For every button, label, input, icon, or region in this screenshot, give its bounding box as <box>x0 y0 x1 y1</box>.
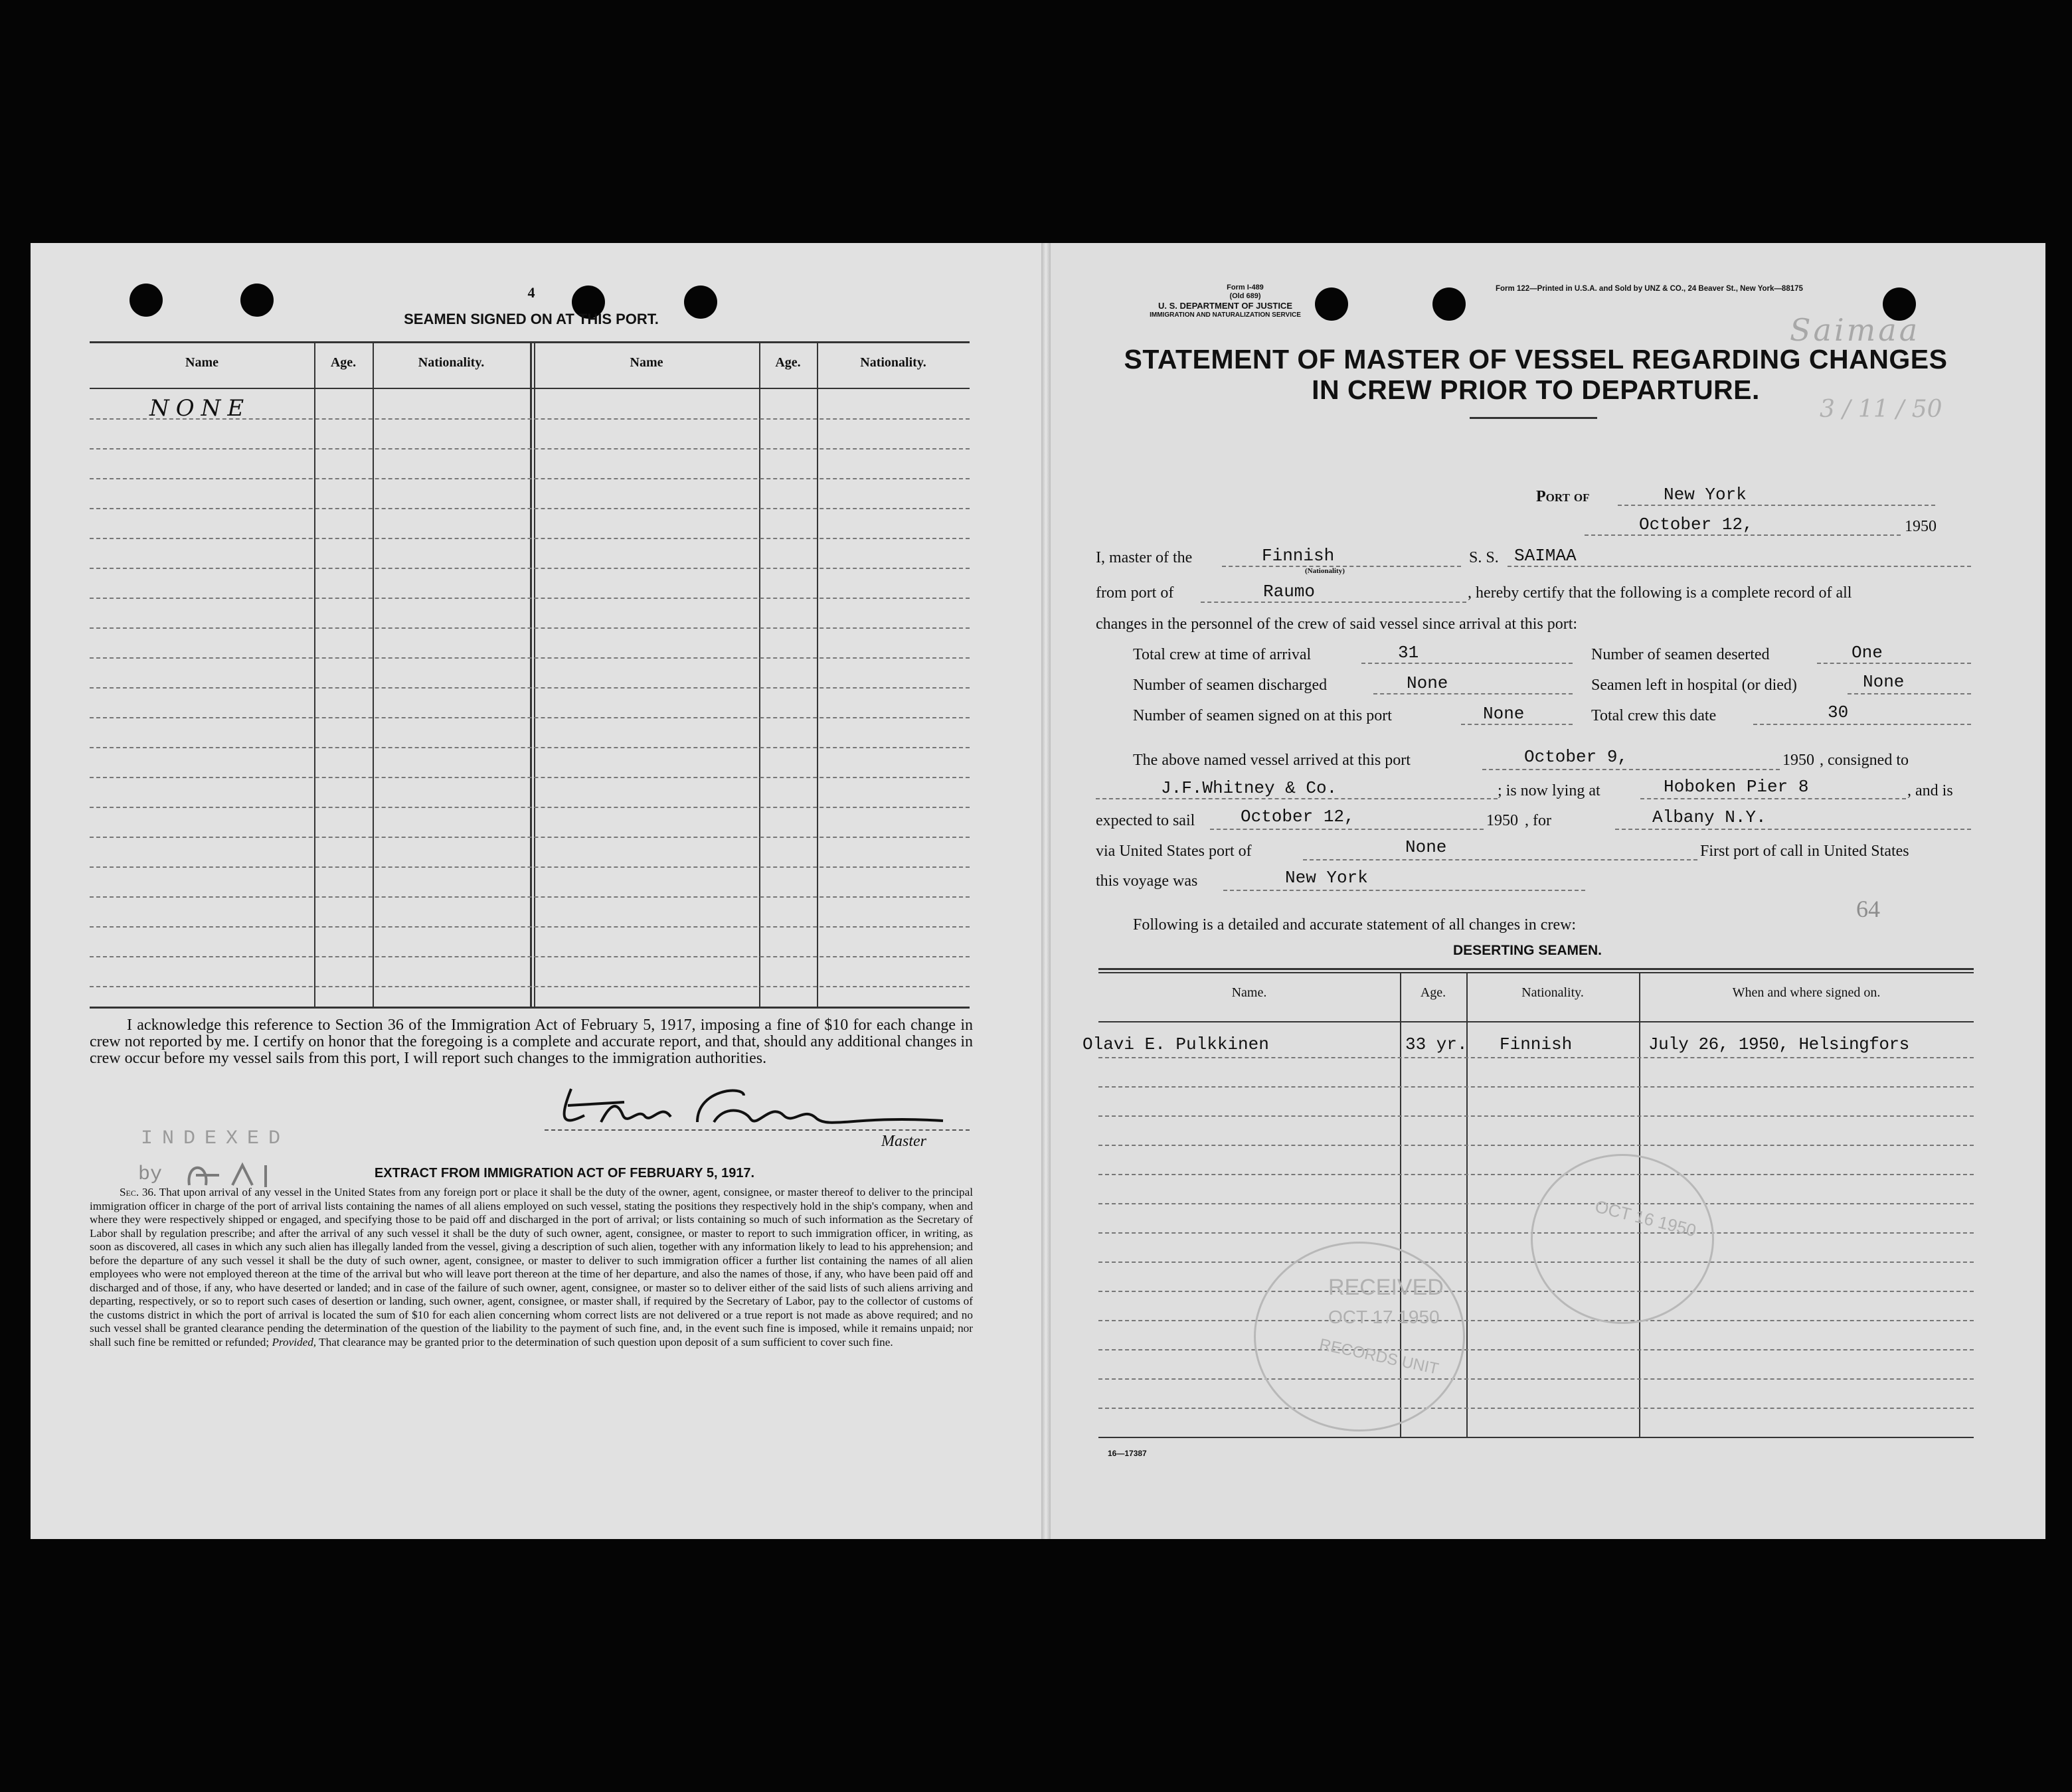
row-rule <box>90 687 970 689</box>
fill-line <box>1096 798 1498 799</box>
handwritten-reference-note: 3 / 11 / 50 <box>1820 396 1942 423</box>
expected-label: expected to sail <box>1096 812 1195 829</box>
port-of-label: Port of <box>1536 488 1590 505</box>
fill-line <box>1373 693 1573 694</box>
certify-text: , hereby certify that the following is a complete record of all <box>1468 584 1852 602</box>
form-number-text: Form I-489 <box>1227 284 1264 291</box>
row-rule <box>90 986 970 987</box>
fill-line <box>1753 724 1971 725</box>
page-gutter <box>1041 243 1051 1539</box>
column-divider <box>534 343 535 1007</box>
row-rule <box>1098 1320 1974 1321</box>
column-divider <box>817 343 818 1007</box>
fill-line <box>1303 859 1697 860</box>
fill-line <box>1201 602 1466 603</box>
footer-code: 16—17387 <box>1108 1449 1147 1458</box>
row-rule <box>90 598 970 599</box>
lying-label: ; is now lying at <box>1498 782 1600 799</box>
row-rule <box>90 777 970 778</box>
nationality-value: Finnish <box>1262 546 1335 566</box>
title-underline <box>1470 417 1597 419</box>
punch-hole <box>130 284 163 317</box>
deserted-value: One <box>1852 643 1883 663</box>
lying-value: Hoboken Pier 8 <box>1664 777 1809 797</box>
extract-title: EXTRACT FROM IMMIGRATION ACT OF FEBRUARY 5, 1917. <box>374 1166 755 1181</box>
printer-line: Form 122—Printed in U.S.A. and Sold by UNZ & CO., 24 Beaver St., New York—88175 <box>1496 285 1803 293</box>
received-stamp <box>1254 1242 1465 1431</box>
title-line-2: IN CREW PRIOR TO DEPARTURE. <box>1312 374 1760 405</box>
master-signature <box>545 1076 970 1135</box>
vessel-value: SAIMAA <box>1514 546 1577 566</box>
column-header-name: Name. <box>1231 985 1267 1000</box>
sec-label: Sec. 36. <box>120 1186 157 1198</box>
row-rule <box>1098 1086 1974 1088</box>
handwritten-vessel-note: Saimaa <box>1790 312 1921 348</box>
column-divider <box>373 343 374 1007</box>
form-number <box>1166 284 1325 301</box>
row-rule <box>1098 1349 1974 1350</box>
row-rule <box>90 418 970 420</box>
nationality-caption: (Nationality) <box>1305 567 1345 575</box>
table-bottom-rule <box>1098 1437 1974 1438</box>
signed-on-value: None <box>1483 704 1525 724</box>
extract-tail: That clearance may be granted prior to the determination of such question upon deposit of a sum sufficient to cover such fine. <box>319 1335 893 1348</box>
master-of-label: I, master of the <box>1096 549 1193 566</box>
date-value: October 12, <box>1639 515 1753 534</box>
row-nationality: Finnish <box>1500 1034 1573 1054</box>
for-value: Albany N.Y. <box>1652 807 1767 827</box>
fill-line <box>1817 663 1971 664</box>
first-port-label: First port of call in United States <box>1700 843 1909 860</box>
column-header-name-2: Name <box>630 355 663 370</box>
master-label: Master <box>881 1133 926 1150</box>
discharged-label: Number of seamen discharged <box>1133 677 1328 694</box>
row-rule <box>1098 1203 1974 1204</box>
stamp1-line3: RECORDS UNIT <box>1318 1335 1440 1378</box>
total-arrival-label: Total crew at time of arrival <box>1133 646 1312 663</box>
page-number: 4 <box>527 284 535 301</box>
row-rule <box>90 866 970 868</box>
following-text: Following is a detailed and accurate statement of all changes in crew: <box>1133 916 1577 934</box>
row-rule <box>90 627 970 629</box>
port-of-value: New York <box>1664 485 1747 505</box>
row-rule <box>90 478 970 479</box>
date-year: 1950 <box>1905 518 1937 535</box>
row-rule <box>90 568 970 569</box>
fill-line <box>1461 724 1573 725</box>
row-signed-on: July 26, 1950, Helsingfors <box>1648 1034 1909 1054</box>
row-name: Olavi E. Pulkkinen <box>1082 1034 1269 1054</box>
fill-line <box>1210 829 1484 830</box>
document-title <box>1089 344 1982 405</box>
column-header-age: Age. <box>330 355 357 370</box>
arrived-label: The above named vessel arrived at this port <box>1133 752 1411 769</box>
row-rule <box>90 538 970 539</box>
fill-line <box>1223 890 1585 891</box>
column-divider <box>314 343 315 1007</box>
handwritten-none-entry: NONE <box>149 395 251 422</box>
row-rule <box>90 747 970 748</box>
stamp1-line1: RECEIVED <box>1328 1275 1444 1300</box>
column-header-nationality: Nationality. <box>418 355 485 370</box>
page-stamp-number: 64 <box>1856 896 1880 922</box>
from-port-value: Raumo <box>1263 582 1316 602</box>
row-rule <box>1098 1145 1974 1146</box>
arrived-value: October 9, <box>1524 747 1628 767</box>
right-page <box>1047 243 2045 1539</box>
stamp2-line1: OCT 16 1950 <box>1593 1196 1699 1241</box>
table-header-rule <box>1098 1021 1974 1022</box>
table-top-rule <box>1098 968 1974 970</box>
total-date-label: Total crew this date <box>1591 707 1717 724</box>
consignee-value: J.F.Whitney & Co. <box>1161 778 1338 798</box>
row-rule <box>90 717 970 718</box>
for-label: , for <box>1525 812 1551 829</box>
voyage-value: New York <box>1285 868 1368 888</box>
form-old-text: (Old 689) <box>1229 292 1261 300</box>
row-rule <box>1098 1115 1974 1117</box>
total-arrival-value: 31 <box>1398 643 1419 663</box>
fill-line <box>1848 693 1971 694</box>
hospital-value: None <box>1863 672 1905 692</box>
changes-text: changes in the personnel of the crew of said vessel since arrival at this port: <box>1096 615 1578 633</box>
row-rule <box>90 448 970 449</box>
row-rule <box>90 508 970 509</box>
row-rule <box>90 926 970 928</box>
punch-hole <box>240 284 274 317</box>
acknowledgement-text: I acknowledge this reference to Section 36 of the Immigration Act of February 5, 1917, imposing a fine of $10 for each change in crew not reported by me. I certify on honor that the foregoing is a complete and accurate report, and that, should any additional changes in crew occur before my vessel sails from this port, I will report such changes to the immigration authorities. <box>90 1017 973 1067</box>
fill-line <box>1615 829 1971 830</box>
row-rule <box>90 837 970 838</box>
page-title: SEAMEN SIGNED ON AT THIS PORT. <box>404 311 659 327</box>
table-bottom-rule <box>90 1007 970 1009</box>
discharged-value: None <box>1407 673 1448 693</box>
extract-body <box>90 1186 973 1349</box>
fill-line <box>1585 534 1901 536</box>
extract-text: That upon arrival of any vessel in the United States from any foreign port or place it shall be the duty of the owner, agent, consignee, or master thereof to deliver to the principal immigration officer in charge of the port of arrival lists containing the names of all aliens employed on such vessel, stating the positions they respectively hold in the ship's company, when and where they were respectively shipped or engaged, and specifying those to be paid off and discharged in the port of arrival; or lists containing so much of such information as the Secretary of Labor shall by regulation prescribe; and after the arrival of any such vessel it shall be the duty of such owner, agent, consignee, or master to report to such immigration officer, in writing, as soon as discovered, all cases in which any such alien has illegally landed from the vessel, giving a description of such alien, together with any information likely to lead to his apprehension; and before the departure of any such vessel it shall be the duty of such owner, agent, consignee, or master to deliver to such immigration officer a further list containing the names of all alien employees who were not employed thereon at the time of the arrival but who will leave port thereon at the time of her departure, and also the names of those, if any, who have been paid off and discharged and of those, if any, who have deserted or landed; and in case of the failure of such owner, agent, consignee, or master so to deliver either of the said lists of such aliens arriving and departing, respectively, or so to report such cases of desertion or landing, such owner, agent, consignee, or master shall, if required by the Secretary of Labor, pay to the collector of customs of the customs district in which the port of arrival is located the sum of $10 for each alien concerning whom correct lists are not delivered or a true report is not made as above required; and no such vessel shall be granted clearance pending the determination of the question of the liability to the payment of such fine, and, in the event such fine is imposed, while it remains unpaid; nor shall such fine be remitted or refunded; <box>90 1186 973 1348</box>
row-rule <box>90 956 970 957</box>
deserted-label: Number of seamen deserted <box>1591 646 1770 663</box>
signature-line <box>545 1129 970 1131</box>
ss-label: S. S. <box>1469 549 1499 566</box>
arrived-year: 1950 <box>1782 752 1814 769</box>
by-label: by <box>138 1163 163 1186</box>
department-block <box>1102 301 1348 320</box>
total-date-value: 30 <box>1828 702 1849 722</box>
signed-on-label: Number of seamen signed on at this port <box>1133 707 1392 724</box>
from-port-label: from port of <box>1096 584 1174 602</box>
expected-year: 1950 <box>1486 812 1518 829</box>
row-rule <box>90 807 970 808</box>
fill-line <box>1618 505 1935 506</box>
row-rule <box>90 657 970 659</box>
service-text: IMMIGRATION AND NATURALIZATION SERVICE <box>1150 311 1301 319</box>
and-is-label: , and is <box>1907 782 1953 799</box>
table-top-rule-2 <box>1098 972 1974 973</box>
column-header-age: Age. <box>1420 985 1446 1000</box>
row-rule <box>90 896 970 898</box>
voyage-label: this voyage was <box>1096 872 1198 890</box>
column-header-signed-on: When and where signed on. <box>1732 985 1881 1000</box>
row-rule <box>1098 1291 1974 1292</box>
section-title: DESERTING SEAMEN. <box>1452 943 1602 958</box>
consigned-label: , consigned to <box>1820 752 1909 769</box>
column-header-age-2: Age. <box>775 355 801 370</box>
column-header-nationality-2: Nationality. <box>860 355 926 370</box>
row-rule <box>1098 1408 1974 1409</box>
expected-value: October 12, <box>1241 807 1355 827</box>
row-age: 33 yr. <box>1405 1034 1468 1054</box>
department-text: U. S. DEPARTMENT OF JUSTICE <box>1158 301 1292 311</box>
via-label: via United States port of <box>1096 843 1252 860</box>
provided-label: Provided, <box>272 1335 317 1348</box>
fill-line <box>1508 566 1971 567</box>
fill-line <box>1361 663 1573 664</box>
hospital-label: Seamen left in hospital (or died) <box>1591 677 1797 694</box>
indexed-stamp: INDEXED <box>141 1127 290 1150</box>
fill-line <box>1640 798 1906 799</box>
row-rule <box>1098 1057 1974 1058</box>
stamp1-line2: OCT 17 1950 <box>1328 1307 1440 1327</box>
column-divider <box>530 343 532 1007</box>
column-header-nationality: Nationality. <box>1521 985 1584 1000</box>
column-divider <box>759 343 760 1007</box>
punch-hole <box>1432 287 1466 321</box>
row-rule <box>1098 1174 1974 1175</box>
via-value: None <box>1405 837 1447 857</box>
row-rule <box>1098 1378 1974 1380</box>
column-header-name: Name <box>185 355 218 370</box>
title-line-1: STATEMENT OF MASTER OF VESSEL REGARDING CHANGES <box>1124 344 1948 374</box>
fill-line <box>1482 769 1780 770</box>
